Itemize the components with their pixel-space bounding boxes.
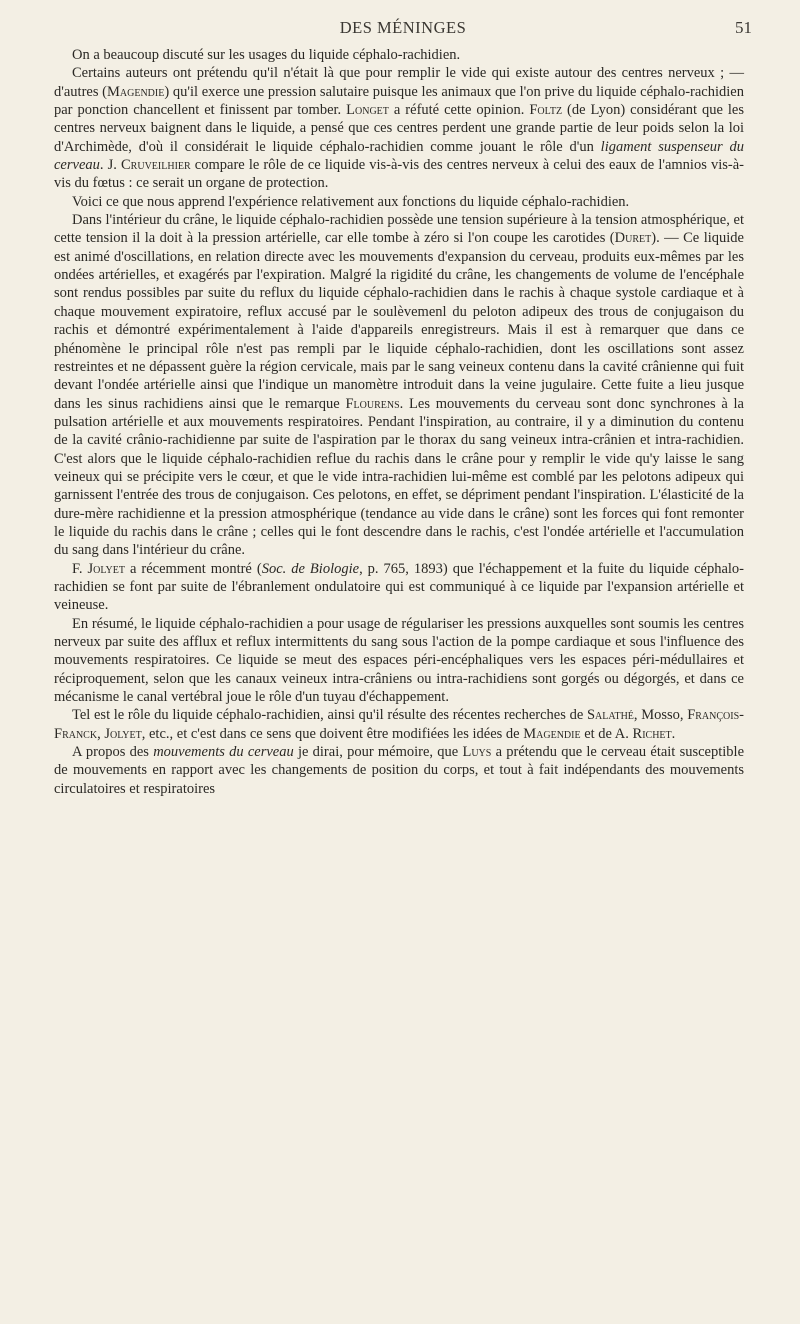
paragraph: Voici ce que nous apprend l'expérience relativement aux fonctions du liquide céphalo-rachidien.	[72, 193, 630, 210]
emphasis: mouvements du cerveau	[153, 744, 294, 761]
author-name: Salathé	[586, 707, 634, 724]
paragraph: F. Jolyet a récemment montré (Soc. de Biologie, p. 765, 1893) que l'échappement et la fuite du liquide céphalo-rachidien se font par suite de l'ébranlement ondulatoire qui est communiqué à ce liquide par l'expansion artérielle et veineuse.	[54, 560, 744, 614]
paragraph: Certains auteurs ont prétendu qu'il n'était là que pour remplir le vide qui existe autour des centres nerveux ; — d'autres (Magendie) qu'il exerce une pression salutaire puisque les animaux que l'on prive du liquide céphalo-rachidien par ponction chancellent et finissent par tomber. Longet a réfuté cette opinion. Foltz (de Lyon) considérant que les centres nerveux baignent dans le liquide, a pensé que ces centres perdent une grande partie de leur poids selon la loi d'Archimède, d'où il considérait le liquide céphalo-rachidien comme jouant le rôle d'un ligament suspenseur du cerveau. J. Cruveilhier compare le rôle de ce liquide vis-à-vis des centres nerveux à celui des eaux de l'amnios vis-à-vis du fœtus : ce serait un organe de protection.	[54, 65, 744, 192]
paragraph: Dans l'intérieur du crâne, le liquide céphalo-rachidien possède une tension supérieure à la tension atmosphérique, et cette tension il la doit à la pression artérielle, car elle tombe à zéro si l'on coupe les carotides (Duret). — Ce liquide est animé d'oscillations, en relation directe avec les mouvements d'expansion du cerveau, produits eux-mêmes par les ondées artérielles, et exagérés par l'expiration. Malgré la rigidité du crâne, les changements de volume de l'encéphale sont rendus possibles par suite du reflux du liquide céphalo-rachidien dans le rachis à chaque systole cardiaque et à chaque mouvement expiratoire, reflux accusé par le soulèvemenl du peloton adipeux des trous de conjugaison du rachis et démontré expérimentalement à l'aide d'appareils enregistreurs. Mais il est à remarquer que dans ce phénomène le principal rôle n'est pas rempli par le liquide céphalo-rachidien, dont les oscillations sont assez restreintes et ne dépassent guère la région cervicale, mais par le sang veineux contenu dans la cavité crânienne qui fuit devant l'ondée artérielle ainsi que l'indique un manomètre introduit dans la veine jugulaire. Cette fuite a lieu jusque dans les sinus rachidiens ainsi que le remarque Flourens. Les mouvements du cerveau sont donc synchrones à la pulsation artérielle et aux mouvements respiratoires. Pendant l'inspiration, au contraire, il y a diminution du contenu de la cavité crânio-rachidienne par suite de l'aspiration par le thorax du sang veineux intra-crânien et intra-rachidien. C'est alors que le liquide céphalo-rachidien reflue du rachis dans le crâne pour y remplir le vide qu'y laisse le sang veineux qui se précipite vers le cœur, et que le vide intra-rachidien lui-même est comblé par les pelotons adipeux qui garnissent l'entrée des trous de conjugaison. Ces pelotons, en effet, se dépriment pendant l'inspiration. L'élasticité de la dure-mère rachidienne et la pression atmosphérique (tendance au vide dans le crâne) sont les forces qui font remonter le liquide du rachis dans le crâne ; celles qui le font descendre dans le rachis, c'est l'ondée artérielle et l'accumulation du sang dans l'intérieur du crâne.	[54, 212, 744, 559]
paragraph: On a beaucoup discuté sur les usages du liquide céphalo-rachidien.	[72, 47, 461, 63]
author-name: Duret	[614, 230, 652, 247]
author-name: Magendie	[107, 83, 165, 100]
author-name: Richet	[632, 725, 672, 742]
author-name: Jolyet	[87, 560, 125, 577]
paragraph: En résumé, le liquide céphalo-rachidien a pour usage de régulariser les pressions auxquelles sont soumis les centres nerveux par suite des afflux et reflux intermittents du sang sous l'action de la pompe cardiaque et sous l'influence des mouvements respiratoires. Ce liquide se meut des espaces péri-encéphaliques vers les espaces péri-médullaires et réciproquement, selon que les canaux veineux intra-crâniens ou intra-rachidiens sont gorgés ou dégorgés, et dans ce mécanisme le canal vertébral joue le rôle d'un tuyau d'échappement.	[54, 615, 744, 706]
page-header	[54, 18, 752, 40]
author-name: Longet	[346, 102, 389, 119]
author-name: Luys	[462, 744, 492, 761]
running-head: DES MÉNINGES	[339, 18, 467, 37]
author-name: Foltz	[529, 102, 563, 119]
paragraph: A propos des mouvements du cerveau je dirai, pour mémoire, que Luys a prétendu que le cerveau était susceptible de mouvements en rapport avec les changements de position du corps, et tout à fait indépendants des mouvements circulatoires et respiratoires	[54, 744, 745, 797]
author-name: Magendie	[523, 725, 581, 742]
paragraph: Tel est le rôle du liquide céphalo-rachidien, ainsi qu'il résulte des récentes recherches de Salathé, Mosso, François-Franck, Jolyet, etc., et c'est dans ce sens que doivent être modifiées les idées de Magendie et de A. Richet.	[54, 707, 744, 742]
author-name: Jolyet	[104, 725, 142, 742]
author-name: Flourens	[345, 395, 400, 412]
emphasis: ligament suspenseur du cerveau	[54, 138, 744, 174]
author-name: François-Franck	[54, 707, 744, 742]
author-name: Cruveilhier	[121, 157, 191, 174]
page-number: 51	[735, 18, 752, 37]
page-body	[54, 46, 744, 798]
citation: Soc. de Biologie	[261, 560, 360, 577]
